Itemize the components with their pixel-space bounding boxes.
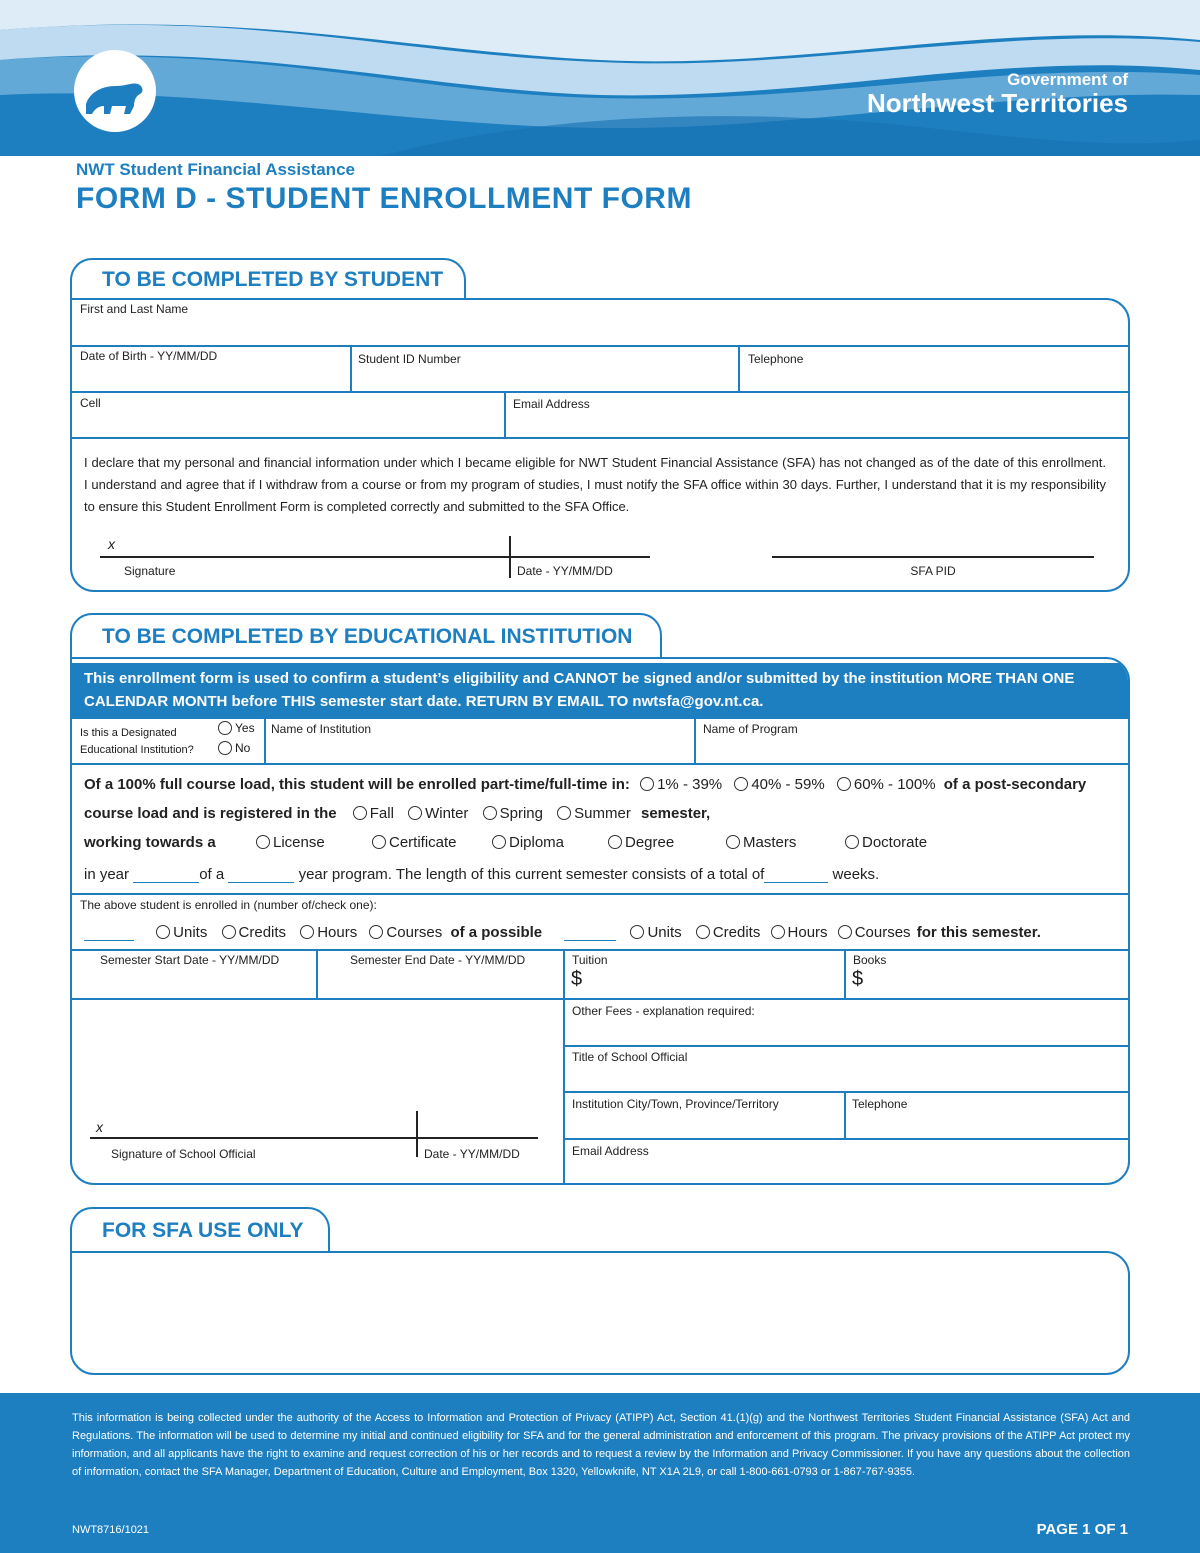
institution-city-field[interactable] [567,1113,842,1137]
divider [70,949,1130,951]
unit-label: Hours [317,924,358,941]
enrolled-hours[interactable] [300,924,357,941]
divider [563,1091,1130,1093]
dob-field[interactable] [72,365,350,389]
no-label: No [235,741,251,756]
header-banner [0,0,1200,156]
course-load-text: Of a 100% full course load, this student will be enrolled part-time/full-time in: [84,776,630,793]
semester-end-label: Semester End Date - YY/MM/DD [350,953,526,967]
term-radio[interactable] [483,806,497,820]
term-option-summer[interactable] [557,805,631,822]
official-signature-divider [416,1111,418,1157]
load-option-label: 60% - 100% [853,776,936,793]
credential-doctorate[interactable] [845,834,927,851]
load-option-label: 1% - 39% [657,776,723,793]
credential-label: Doctorate [862,834,928,851]
credential-label: Degree [625,834,675,851]
program-name-field[interactable] [698,738,1126,762]
form-subtitle: NWT Student Financial Assistance [76,160,355,179]
semester-start-label: Semester Start Date - YY/MM/DD [100,953,280,967]
institution-email-label: Email Address [572,1144,649,1158]
institution-name-label: Name of Institution [271,722,372,736]
year-number-field[interactable] [133,866,199,883]
credential-masters[interactable] [726,834,796,851]
divider [563,1045,1130,1047]
divider [70,893,1130,895]
credential-radio[interactable] [608,835,622,849]
term-suffix: semester, [641,805,711,822]
load-suffix: of a post-secondary [943,776,1087,793]
program-name-label: Name of Program [703,722,798,736]
enrolled-units[interactable] [156,924,207,941]
unit-radio[interactable] [222,925,236,939]
telephone-label: Telephone [748,352,804,366]
sfa-pid-field[interactable] [772,534,1094,556]
unit-radio[interactable] [771,925,785,939]
divider [504,391,506,437]
page-number: PAGE 1 OF 1 [1036,1521,1128,1538]
divider [844,949,846,999]
yes-radio[interactable] [218,721,232,735]
books-label: Books [853,953,887,967]
unit-radio[interactable] [696,925,710,939]
unit-radio[interactable] [838,925,852,939]
possible-count-field[interactable] [564,924,616,941]
divider [844,1091,846,1138]
of-possible-text: of a possible [450,924,543,941]
sfa-use-box [70,1251,1130,1375]
term-radio[interactable] [557,806,571,820]
cell-field[interactable] [72,412,502,436]
enrolled-courses[interactable] [369,924,442,941]
term-option-spring[interactable] [483,805,543,822]
unit-radio[interactable] [300,925,314,939]
signature-x-mark: x [108,536,115,552]
divider [563,949,565,1185]
signature-line [100,556,650,558]
load-option-3[interactable] [837,776,936,793]
signature-field[interactable] [100,534,508,556]
semester-start-field[interactable] [72,969,316,997]
other-fees-label: Other Fees - explanation required: [572,1004,755,1018]
notice-line-1: This enrollment form is used to confirm a student’s eligibility and CANNOT be signed and/or submitted by the institution MORE THAN ONE [84,670,1075,687]
divider [70,345,1130,347]
credential-radio[interactable] [726,835,740,849]
polar-bear-logo-icon [72,48,158,134]
unit-label: Courses [386,924,443,941]
load-radio[interactable] [837,777,851,791]
divider [694,717,696,763]
email-label: Email Address [513,397,590,411]
designated-q-line1: Is this a Designated [80,727,177,739]
term-label: Fall [369,805,394,822]
working-prefix: working towards a [84,834,216,851]
credential-radio[interactable] [492,835,506,849]
notice-line-2: CALENDAR MONTH before THIS semester start date. RETURN BY EMAIL TO nwtsfa@gov.nt.ca. [84,693,764,710]
official-signature-label: Signature of School Official [111,1147,256,1161]
possible-units[interactable] [630,924,681,941]
divider [70,998,1130,1000]
official-date-field[interactable] [420,1108,536,1136]
enrolled-credits[interactable] [222,924,287,941]
official-title-label: Title of School Official [572,1050,688,1064]
unit-label: Units [173,924,208,941]
divider [316,949,318,999]
unit-label: Credits [712,924,761,941]
unit-radio[interactable] [630,925,644,939]
divider [350,345,352,391]
designated-q-line2: Educational Institution? [80,744,194,756]
student-id-label: Student ID Number [358,352,461,366]
tuition-dollar-sign: $ [571,968,583,990]
unit-label: Hours [787,924,828,941]
term-option-fall[interactable] [353,805,394,822]
institution-city-label: Institution City/Town, Province/Territory [572,1097,779,1111]
unit-radio[interactable] [369,925,383,939]
divider [70,763,1130,765]
divider [70,391,1130,393]
student-id-field[interactable] [353,368,735,390]
name-field[interactable] [72,318,1126,344]
term-label: Winter [425,805,469,822]
form-code: NWT8716/1021 [72,1524,150,1536]
credential-diploma[interactable] [492,834,564,851]
institution-email-field[interactable] [567,1160,1126,1182]
credential-label: License [273,834,325,851]
credential-label: Diploma [509,834,565,851]
credential-label: Certificate [389,834,457,851]
year-row [84,866,879,883]
semester-end-field[interactable] [319,969,562,997]
designated-question [80,725,194,759]
tuition-label: Tuition [572,953,608,967]
load-option-2[interactable] [734,776,824,793]
telephone-field[interactable] [741,368,1126,390]
gov-label-small: Government of [1007,70,1128,89]
enrolled-row [84,924,1041,941]
signature-date-field[interactable] [513,534,649,556]
institution-notice [72,663,1130,719]
declaration-text: I declare that my personal and financial information under which I became eligible for NWT Student Financial Assistance (SFA) has not changed as of the date of this enrollment. I understand and agree that if I withdraw from a course or from my program of studies, I must notify the SFA office within 30 days. Further, I understand that it is my responsibility to ensure this Student Enrollment Form is completed correctly and submitted to the SFA Office. [84,455,1106,514]
no-radio[interactable] [218,741,232,755]
signature-divider [509,536,511,578]
official-signature-field[interactable] [90,1108,414,1136]
enrolled-label: The above student is enrolled in (number of/check one): [80,898,377,912]
term-prefix: course load and is registered in the [84,805,337,822]
books-field[interactable] [870,969,1126,995]
credential-certificate[interactable] [372,834,457,851]
load-option-label: 40% - 59% [751,776,825,793]
pid-line [772,556,1094,558]
term-label: Spring [499,805,543,822]
term-radio[interactable] [353,806,367,820]
program-years-field[interactable] [228,866,294,883]
year-in-text: in year [84,866,130,883]
designated-yes-option[interactable] [218,721,255,737]
designated-no-option[interactable] [218,741,250,757]
weeks-field[interactable] [764,866,828,883]
official-title-field[interactable] [567,1066,1126,1090]
year-rest-text: year program. The length of this current semester consists of a total of [298,866,765,883]
institution-telephone-field[interactable] [848,1113,1126,1137]
books-dollar-sign: $ [852,968,864,990]
official-signature-line [90,1137,538,1139]
load-radio[interactable] [640,777,654,791]
year-of-text: of a [199,866,225,883]
divider [70,437,1130,439]
possible-hours[interactable] [771,924,828,941]
dob-label: Date of Birth - YY/MM/DD [80,349,218,363]
enrolled-count-field[interactable] [84,924,134,941]
credential-radio[interactable] [845,835,859,849]
credential-row-label [84,834,216,851]
form-title: FORM D - STUDENT ENROLLMENT FORM [76,182,692,215]
credential-license[interactable] [256,834,325,851]
term-option-winter[interactable] [408,805,468,822]
gov-label-large: Northwest Territories [866,88,1128,118]
credential-degree[interactable] [608,834,674,851]
tuition-field[interactable] [588,969,842,995]
signature-label: Signature [124,564,176,578]
unit-label: Units [647,924,682,941]
divider [738,345,740,391]
possible-courses[interactable] [838,924,911,941]
official-date-label: Date - YY/MM/DD [424,1147,520,1161]
load-radio[interactable] [734,777,748,791]
for-semester-text: for this semester. [916,924,1041,941]
term-radio[interactable] [408,806,422,820]
official-x-mark: x [96,1119,103,1135]
institution-telephone-label: Telephone [852,1097,908,1111]
email-field[interactable] [507,413,1126,436]
term-row [84,805,710,822]
course-load-row [84,776,1086,793]
signature-date-label: Date - YY/MM/DD [517,564,613,578]
credential-label: Masters [743,834,797,851]
student-section-tab: TO BE COMPLETED BY STUDENT [70,258,466,300]
pid-label: SFA PID [910,564,956,578]
possible-credits[interactable] [696,924,761,941]
institution-name-field[interactable] [268,738,692,762]
unit-label: Credits [238,924,287,941]
privacy-notice: This information is being collected under the authority of the Access to Information and Protection of Privacy (ATIPP) Act, Section 41.(1)(g) and the Northwest Territories Student Financial Assistance (SFA) Act and Regulations. The information will be used to determine my initial and continued eligibility for SFA and for the general administration and enforcement of this program. The privacy provisions of the ATIPP Act protect my information, and all applicants have the right to examine and request correction of his or her records and to request a review by the Information and Privacy Commissioner. If you have any questions about the collection of information, contact the SFA Manager, Department of Education, Culture and Employment, Box 1320, Yellowknife, NT X1A 2L9, or call 1-800-661-0793 or 1-867-767-9355. [72,1412,1130,1478]
name-label: First and Last Name [80,302,189,316]
unit-label: Courses [854,924,911,941]
credential-radio[interactable] [256,835,270,849]
cell-label: Cell [80,396,101,410]
weeks-text: weeks. [832,866,880,883]
divider [563,1138,1130,1140]
institution-section-tab: TO BE COMPLETED BY EDUCATIONAL INSTITUTION [70,613,662,659]
credential-radio[interactable] [372,835,386,849]
term-label: Summer [574,805,631,822]
unit-radio[interactable] [156,925,170,939]
other-fees-field[interactable] [567,1020,1126,1044]
yes-label: Yes [235,721,255,736]
divider [264,717,266,763]
load-option-1[interactable] [640,776,722,793]
sfa-section-tab: FOR SFA USE ONLY [70,1207,330,1253]
